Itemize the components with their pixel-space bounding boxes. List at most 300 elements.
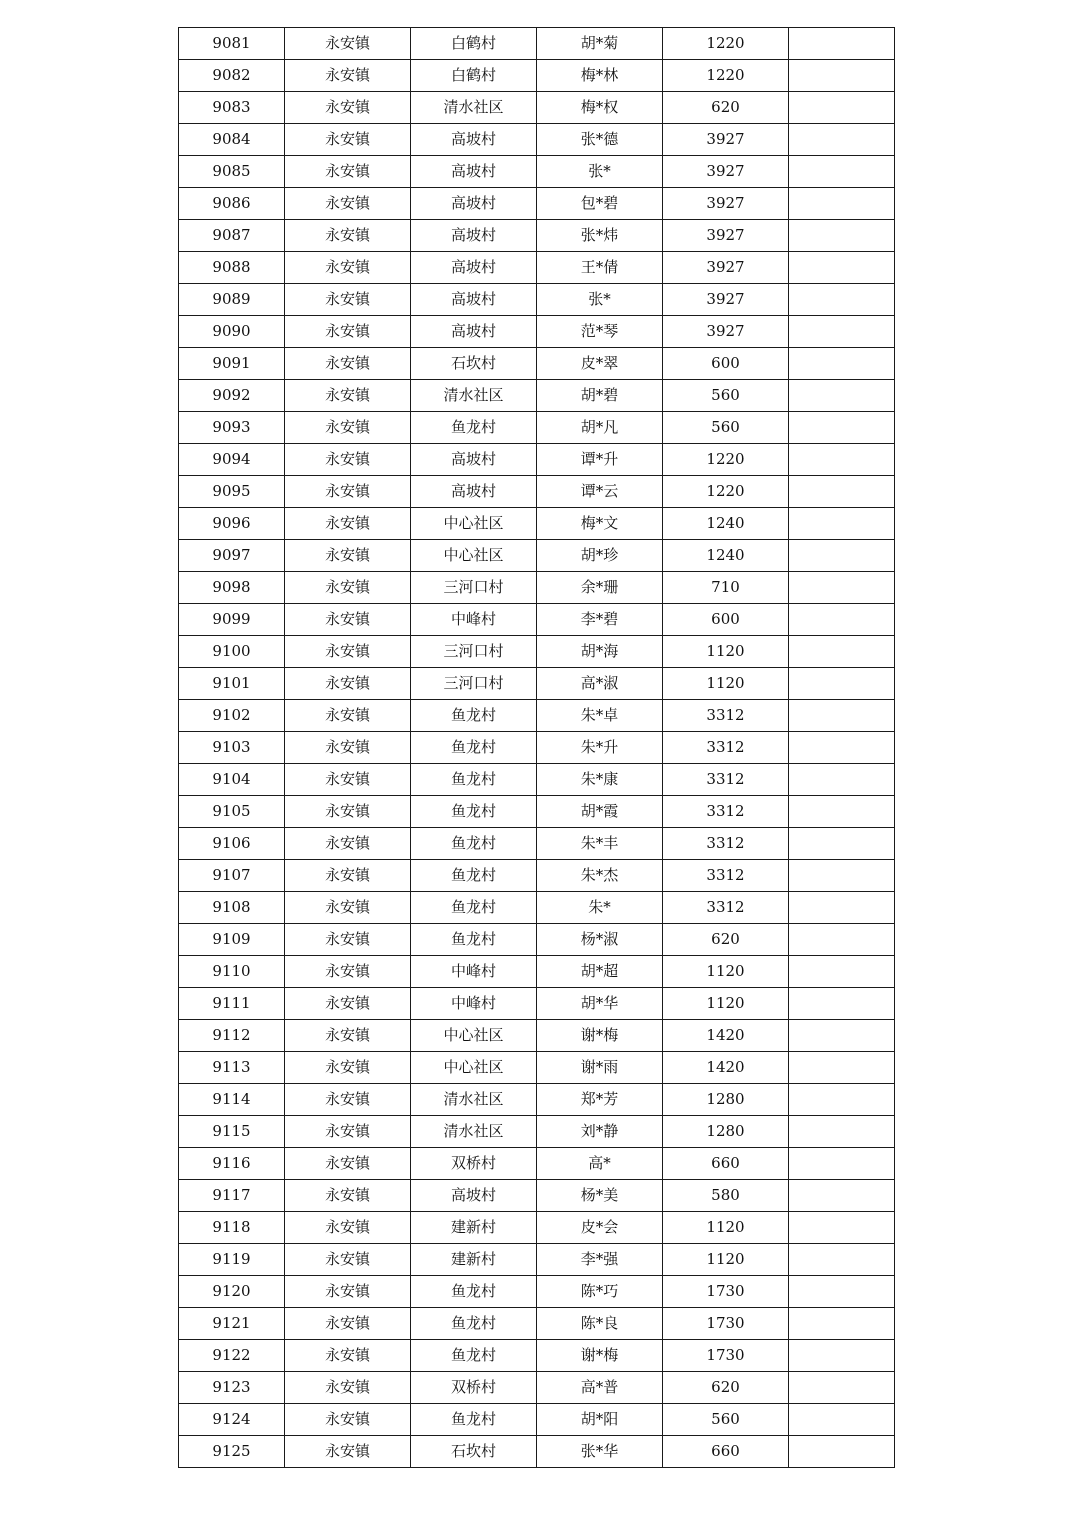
serial-number-cell: 9085 xyxy=(179,156,285,188)
name-cell: 张* xyxy=(537,156,663,188)
serial-number-cell: 9122 xyxy=(179,1340,285,1372)
remark-cell xyxy=(789,1084,895,1116)
table-row xyxy=(179,28,895,60)
village-cell: 高坡村 xyxy=(411,220,537,252)
table-row xyxy=(179,60,895,92)
name-cell: 张* xyxy=(537,284,663,316)
village-cell: 中心社区 xyxy=(411,540,537,572)
name-cell: 胡*阳 xyxy=(537,1404,663,1436)
town-cell: 永安镇 xyxy=(285,92,411,124)
name-cell: 谢*雨 xyxy=(537,1052,663,1084)
table-row xyxy=(179,380,895,412)
town-cell: 永安镇 xyxy=(285,892,411,924)
table-row xyxy=(179,284,895,316)
village-cell: 中心社区 xyxy=(411,1052,537,1084)
table-row xyxy=(179,252,895,284)
table-row xyxy=(179,508,895,540)
serial-number-cell: 9110 xyxy=(179,956,285,988)
name-cell: 陈*巧 xyxy=(537,1276,663,1308)
amount-cell: 1220 xyxy=(663,28,789,60)
table-row xyxy=(179,668,895,700)
town-cell: 永安镇 xyxy=(285,124,411,156)
name-cell: 胡*超 xyxy=(537,956,663,988)
town-cell: 永安镇 xyxy=(285,1308,411,1340)
amount-cell: 1120 xyxy=(663,1244,789,1276)
town-cell: 永安镇 xyxy=(285,1052,411,1084)
name-cell: 高* xyxy=(537,1148,663,1180)
name-cell: 梅*权 xyxy=(537,92,663,124)
remark-cell xyxy=(789,188,895,220)
village-cell: 白鹤村 xyxy=(411,60,537,92)
table-row xyxy=(179,732,895,764)
table-row xyxy=(179,796,895,828)
table-row xyxy=(179,1404,895,1436)
name-cell: 郑*芳 xyxy=(537,1084,663,1116)
remark-cell xyxy=(789,1276,895,1308)
village-cell: 建新村 xyxy=(411,1212,537,1244)
amount-cell: 1120 xyxy=(663,636,789,668)
town-cell: 永安镇 xyxy=(285,956,411,988)
remark-cell xyxy=(789,124,895,156)
table-row xyxy=(179,540,895,572)
town-cell: 永安镇 xyxy=(285,1276,411,1308)
village-cell: 清水社区 xyxy=(411,1116,537,1148)
serial-number-cell: 9091 xyxy=(179,348,285,380)
serial-number-cell: 9099 xyxy=(179,604,285,636)
name-cell: 胡*华 xyxy=(537,988,663,1020)
town-cell: 永安镇 xyxy=(285,1180,411,1212)
name-cell: 王*倩 xyxy=(537,252,663,284)
serial-number-cell: 9114 xyxy=(179,1084,285,1116)
remark-cell xyxy=(789,1212,895,1244)
village-cell: 鱼龙村 xyxy=(411,924,537,956)
table-row xyxy=(179,92,895,124)
town-cell: 永安镇 xyxy=(285,604,411,636)
serial-number-cell: 9121 xyxy=(179,1308,285,1340)
name-cell: 谭*云 xyxy=(537,476,663,508)
table-row xyxy=(179,956,895,988)
village-cell: 中心社区 xyxy=(411,508,537,540)
amount-cell: 1120 xyxy=(663,956,789,988)
remark-cell xyxy=(789,476,895,508)
remark-cell xyxy=(789,700,895,732)
village-cell: 高坡村 xyxy=(411,252,537,284)
amount-cell: 600 xyxy=(663,604,789,636)
amount-cell: 600 xyxy=(663,348,789,380)
name-cell: 胡*海 xyxy=(537,636,663,668)
table-row xyxy=(179,988,895,1020)
name-cell: 高*淑 xyxy=(537,668,663,700)
name-cell: 朱*丰 xyxy=(537,828,663,860)
town-cell: 永安镇 xyxy=(285,828,411,860)
amount-cell: 1240 xyxy=(663,508,789,540)
town-cell: 永安镇 xyxy=(285,860,411,892)
serial-number-cell: 9119 xyxy=(179,1244,285,1276)
table-row xyxy=(179,476,895,508)
village-cell: 高坡村 xyxy=(411,284,537,316)
serial-number-cell: 9109 xyxy=(179,924,285,956)
town-cell: 永安镇 xyxy=(285,60,411,92)
remark-cell xyxy=(789,348,895,380)
village-cell: 石坎村 xyxy=(411,348,537,380)
name-cell: 陈*良 xyxy=(537,1308,663,1340)
amount-cell: 3312 xyxy=(663,860,789,892)
serial-number-cell: 9097 xyxy=(179,540,285,572)
remark-cell xyxy=(789,60,895,92)
amount-cell: 660 xyxy=(663,1148,789,1180)
table-row xyxy=(179,348,895,380)
table-row xyxy=(179,636,895,668)
name-cell: 梅*文 xyxy=(537,508,663,540)
town-cell: 永安镇 xyxy=(285,220,411,252)
town-cell: 永安镇 xyxy=(285,188,411,220)
village-cell: 高坡村 xyxy=(411,476,537,508)
name-cell: 朱*升 xyxy=(537,732,663,764)
town-cell: 永安镇 xyxy=(285,1084,411,1116)
village-cell: 高坡村 xyxy=(411,1180,537,1212)
name-cell: 梅*林 xyxy=(537,60,663,92)
serial-number-cell: 9082 xyxy=(179,60,285,92)
village-cell: 中峰村 xyxy=(411,988,537,1020)
serial-number-cell: 9100 xyxy=(179,636,285,668)
town-cell: 永安镇 xyxy=(285,1148,411,1180)
town-cell: 永安镇 xyxy=(285,1020,411,1052)
serial-number-cell: 9096 xyxy=(179,508,285,540)
table-row xyxy=(179,924,895,956)
amount-cell: 620 xyxy=(663,924,789,956)
remark-cell xyxy=(789,828,895,860)
amount-cell: 3927 xyxy=(663,220,789,252)
serial-number-cell: 9084 xyxy=(179,124,285,156)
remark-cell xyxy=(789,1116,895,1148)
name-cell: 胡*菊 xyxy=(537,28,663,60)
village-cell: 中峰村 xyxy=(411,604,537,636)
remark-cell xyxy=(789,316,895,348)
remark-cell xyxy=(789,1148,895,1180)
remark-cell xyxy=(789,1180,895,1212)
village-cell: 三河口村 xyxy=(411,668,537,700)
village-cell: 三河口村 xyxy=(411,572,537,604)
town-cell: 永安镇 xyxy=(285,380,411,412)
table-row xyxy=(179,412,895,444)
remark-cell xyxy=(789,956,895,988)
remark-cell xyxy=(789,796,895,828)
town-cell: 永安镇 xyxy=(285,796,411,828)
amount-cell: 1220 xyxy=(663,60,789,92)
village-cell: 鱼龙村 xyxy=(411,412,537,444)
amount-cell: 1280 xyxy=(663,1084,789,1116)
name-cell: 胡*珍 xyxy=(537,540,663,572)
table-row xyxy=(179,604,895,636)
serial-number-cell: 9125 xyxy=(179,1436,285,1468)
table-row xyxy=(179,572,895,604)
table-row xyxy=(179,1116,895,1148)
amount-cell: 1730 xyxy=(663,1308,789,1340)
name-cell: 皮*翠 xyxy=(537,348,663,380)
table-row xyxy=(179,1052,895,1084)
remark-cell xyxy=(789,92,895,124)
town-cell: 永安镇 xyxy=(285,252,411,284)
amount-cell: 3927 xyxy=(663,156,789,188)
name-cell: 李*强 xyxy=(537,1244,663,1276)
village-cell: 双桥村 xyxy=(411,1148,537,1180)
serial-number-cell: 9102 xyxy=(179,700,285,732)
table-row xyxy=(179,1244,895,1276)
town-cell: 永安镇 xyxy=(285,1372,411,1404)
town-cell: 永安镇 xyxy=(285,764,411,796)
remark-cell xyxy=(789,1308,895,1340)
village-cell: 中峰村 xyxy=(411,956,537,988)
amount-cell: 560 xyxy=(663,1404,789,1436)
remark-cell xyxy=(789,220,895,252)
remark-cell xyxy=(789,252,895,284)
serial-number-cell: 9086 xyxy=(179,188,285,220)
village-cell: 鱼龙村 xyxy=(411,1308,537,1340)
serial-number-cell: 9107 xyxy=(179,860,285,892)
town-cell: 永安镇 xyxy=(285,636,411,668)
serial-number-cell: 9101 xyxy=(179,668,285,700)
village-cell: 鱼龙村 xyxy=(411,860,537,892)
table-row xyxy=(179,1372,895,1404)
amount-cell: 1730 xyxy=(663,1276,789,1308)
remark-cell xyxy=(789,860,895,892)
serial-number-cell: 9090 xyxy=(179,316,285,348)
village-cell: 双桥村 xyxy=(411,1372,537,1404)
table-row xyxy=(179,1276,895,1308)
amount-cell: 3312 xyxy=(663,892,789,924)
remark-cell xyxy=(789,508,895,540)
village-cell: 鱼龙村 xyxy=(411,700,537,732)
town-cell: 永安镇 xyxy=(285,1340,411,1372)
village-cell: 高坡村 xyxy=(411,156,537,188)
serial-number-cell: 9113 xyxy=(179,1052,285,1084)
town-cell: 永安镇 xyxy=(285,508,411,540)
serial-number-cell: 9098 xyxy=(179,572,285,604)
name-cell: 胡*霞 xyxy=(537,796,663,828)
town-cell: 永安镇 xyxy=(285,1404,411,1436)
remark-cell xyxy=(789,1436,895,1468)
remark-cell xyxy=(789,668,895,700)
serial-number-cell: 9094 xyxy=(179,444,285,476)
table-row xyxy=(179,316,895,348)
remark-cell xyxy=(789,380,895,412)
serial-number-cell: 9093 xyxy=(179,412,285,444)
serial-number-cell: 9106 xyxy=(179,828,285,860)
serial-number-cell: 9111 xyxy=(179,988,285,1020)
amount-cell: 660 xyxy=(663,1436,789,1468)
amount-cell: 1240 xyxy=(663,540,789,572)
amount-cell: 3312 xyxy=(663,796,789,828)
amount-cell: 3312 xyxy=(663,732,789,764)
name-cell: 胡*碧 xyxy=(537,380,663,412)
remark-cell xyxy=(789,28,895,60)
town-cell: 永安镇 xyxy=(285,988,411,1020)
amount-cell: 3927 xyxy=(663,188,789,220)
town-cell: 永安镇 xyxy=(285,284,411,316)
village-cell: 高坡村 xyxy=(411,124,537,156)
town-cell: 永安镇 xyxy=(285,1436,411,1468)
town-cell: 永安镇 xyxy=(285,316,411,348)
serial-number-cell: 9124 xyxy=(179,1404,285,1436)
name-cell: 范*琴 xyxy=(537,316,663,348)
village-cell: 三河口村 xyxy=(411,636,537,668)
table-row xyxy=(179,1180,895,1212)
amount-cell: 3927 xyxy=(663,124,789,156)
serial-number-cell: 9088 xyxy=(179,252,285,284)
serial-number-cell: 9087 xyxy=(179,220,285,252)
serial-number-cell: 9103 xyxy=(179,732,285,764)
amount-cell: 1420 xyxy=(663,1052,789,1084)
town-cell: 永安镇 xyxy=(285,924,411,956)
name-cell: 朱*杰 xyxy=(537,860,663,892)
name-cell: 谢*梅 xyxy=(537,1340,663,1372)
remark-cell xyxy=(789,412,895,444)
amount-cell: 1220 xyxy=(663,444,789,476)
remark-cell xyxy=(789,1052,895,1084)
town-cell: 永安镇 xyxy=(285,668,411,700)
remark-cell xyxy=(789,572,895,604)
remark-cell xyxy=(789,540,895,572)
serial-number-cell: 9089 xyxy=(179,284,285,316)
name-cell: 杨*淑 xyxy=(537,924,663,956)
name-cell: 皮*会 xyxy=(537,1212,663,1244)
village-cell: 清水社区 xyxy=(411,92,537,124)
table-row xyxy=(179,764,895,796)
remark-cell xyxy=(789,1404,895,1436)
serial-number-cell: 9081 xyxy=(179,28,285,60)
village-cell: 高坡村 xyxy=(411,316,537,348)
name-cell: 杨*美 xyxy=(537,1180,663,1212)
town-cell: 永安镇 xyxy=(285,1212,411,1244)
name-cell: 朱*卓 xyxy=(537,700,663,732)
serial-number-cell: 9123 xyxy=(179,1372,285,1404)
name-cell: 李*碧 xyxy=(537,604,663,636)
serial-number-cell: 9117 xyxy=(179,1180,285,1212)
village-cell: 建新村 xyxy=(411,1244,537,1276)
serial-number-cell: 9120 xyxy=(179,1276,285,1308)
town-cell: 永安镇 xyxy=(285,1116,411,1148)
name-cell: 刘*静 xyxy=(537,1116,663,1148)
amount-cell: 1120 xyxy=(663,668,789,700)
amount-cell: 3312 xyxy=(663,828,789,860)
village-cell: 白鹤村 xyxy=(411,28,537,60)
name-cell: 余*珊 xyxy=(537,572,663,604)
amount-cell: 580 xyxy=(663,1180,789,1212)
village-cell: 清水社区 xyxy=(411,380,537,412)
village-cell: 高坡村 xyxy=(411,188,537,220)
village-cell: 石坎村 xyxy=(411,1436,537,1468)
name-cell: 谭*升 xyxy=(537,444,663,476)
amount-cell: 1120 xyxy=(663,1212,789,1244)
village-cell: 鱼龙村 xyxy=(411,796,537,828)
remark-cell xyxy=(789,1020,895,1052)
amount-cell: 3927 xyxy=(663,284,789,316)
amount-cell: 560 xyxy=(663,380,789,412)
name-cell: 张*华 xyxy=(537,1436,663,1468)
serial-number-cell: 9112 xyxy=(179,1020,285,1052)
town-cell: 永安镇 xyxy=(285,348,411,380)
village-cell: 高坡村 xyxy=(411,444,537,476)
remark-cell xyxy=(789,604,895,636)
table-row xyxy=(179,860,895,892)
village-cell: 中心社区 xyxy=(411,1020,537,1052)
town-cell: 永安镇 xyxy=(285,732,411,764)
remark-cell xyxy=(789,1340,895,1372)
amount-cell: 3927 xyxy=(663,252,789,284)
remark-cell xyxy=(789,156,895,188)
village-cell: 鱼龙村 xyxy=(411,1276,537,1308)
table-row xyxy=(179,1148,895,1180)
village-cell: 鱼龙村 xyxy=(411,764,537,796)
amount-cell: 1280 xyxy=(663,1116,789,1148)
town-cell: 永安镇 xyxy=(285,28,411,60)
amount-cell: 3312 xyxy=(663,764,789,796)
table-row xyxy=(179,124,895,156)
amount-cell: 3312 xyxy=(663,700,789,732)
village-cell: 鱼龙村 xyxy=(411,828,537,860)
town-cell: 永安镇 xyxy=(285,476,411,508)
remark-cell xyxy=(789,1372,895,1404)
serial-number-cell: 9116 xyxy=(179,1148,285,1180)
amount-cell: 620 xyxy=(663,1372,789,1404)
town-cell: 永安镇 xyxy=(285,444,411,476)
amount-cell: 620 xyxy=(663,92,789,124)
table-row xyxy=(179,188,895,220)
name-cell: 朱*康 xyxy=(537,764,663,796)
name-cell: 高*普 xyxy=(537,1372,663,1404)
amount-cell: 710 xyxy=(663,572,789,604)
town-cell: 永安镇 xyxy=(285,1244,411,1276)
table-row xyxy=(179,1308,895,1340)
serial-number-cell: 9104 xyxy=(179,764,285,796)
village-cell: 清水社区 xyxy=(411,1084,537,1116)
remark-cell xyxy=(789,764,895,796)
serial-number-cell: 9105 xyxy=(179,796,285,828)
amount-cell: 1120 xyxy=(663,988,789,1020)
name-cell: 张*炜 xyxy=(537,220,663,252)
amount-cell: 1730 xyxy=(663,1340,789,1372)
village-cell: 鱼龙村 xyxy=(411,1404,537,1436)
table-row xyxy=(179,1212,895,1244)
serial-number-cell: 9115 xyxy=(179,1116,285,1148)
table-row xyxy=(179,892,895,924)
name-cell: 包*碧 xyxy=(537,188,663,220)
amount-cell: 560 xyxy=(663,412,789,444)
amount-cell: 3927 xyxy=(663,316,789,348)
serial-number-cell: 9118 xyxy=(179,1212,285,1244)
remark-cell xyxy=(789,892,895,924)
table-row xyxy=(179,444,895,476)
table-row xyxy=(179,1436,895,1468)
town-cell: 永安镇 xyxy=(285,412,411,444)
town-cell: 永安镇 xyxy=(285,156,411,188)
table-row xyxy=(179,156,895,188)
village-cell: 鱼龙村 xyxy=(411,892,537,924)
name-cell: 谢*梅 xyxy=(537,1020,663,1052)
remark-cell xyxy=(789,732,895,764)
serial-number-cell: 9083 xyxy=(179,92,285,124)
remark-cell xyxy=(789,636,895,668)
table-row xyxy=(179,700,895,732)
amount-cell: 1220 xyxy=(663,476,789,508)
table-body xyxy=(179,28,895,1468)
data-table xyxy=(178,27,895,1468)
remark-cell xyxy=(789,988,895,1020)
table-row xyxy=(179,220,895,252)
town-cell: 永安镇 xyxy=(285,540,411,572)
town-cell: 永安镇 xyxy=(285,700,411,732)
serial-number-cell: 9108 xyxy=(179,892,285,924)
